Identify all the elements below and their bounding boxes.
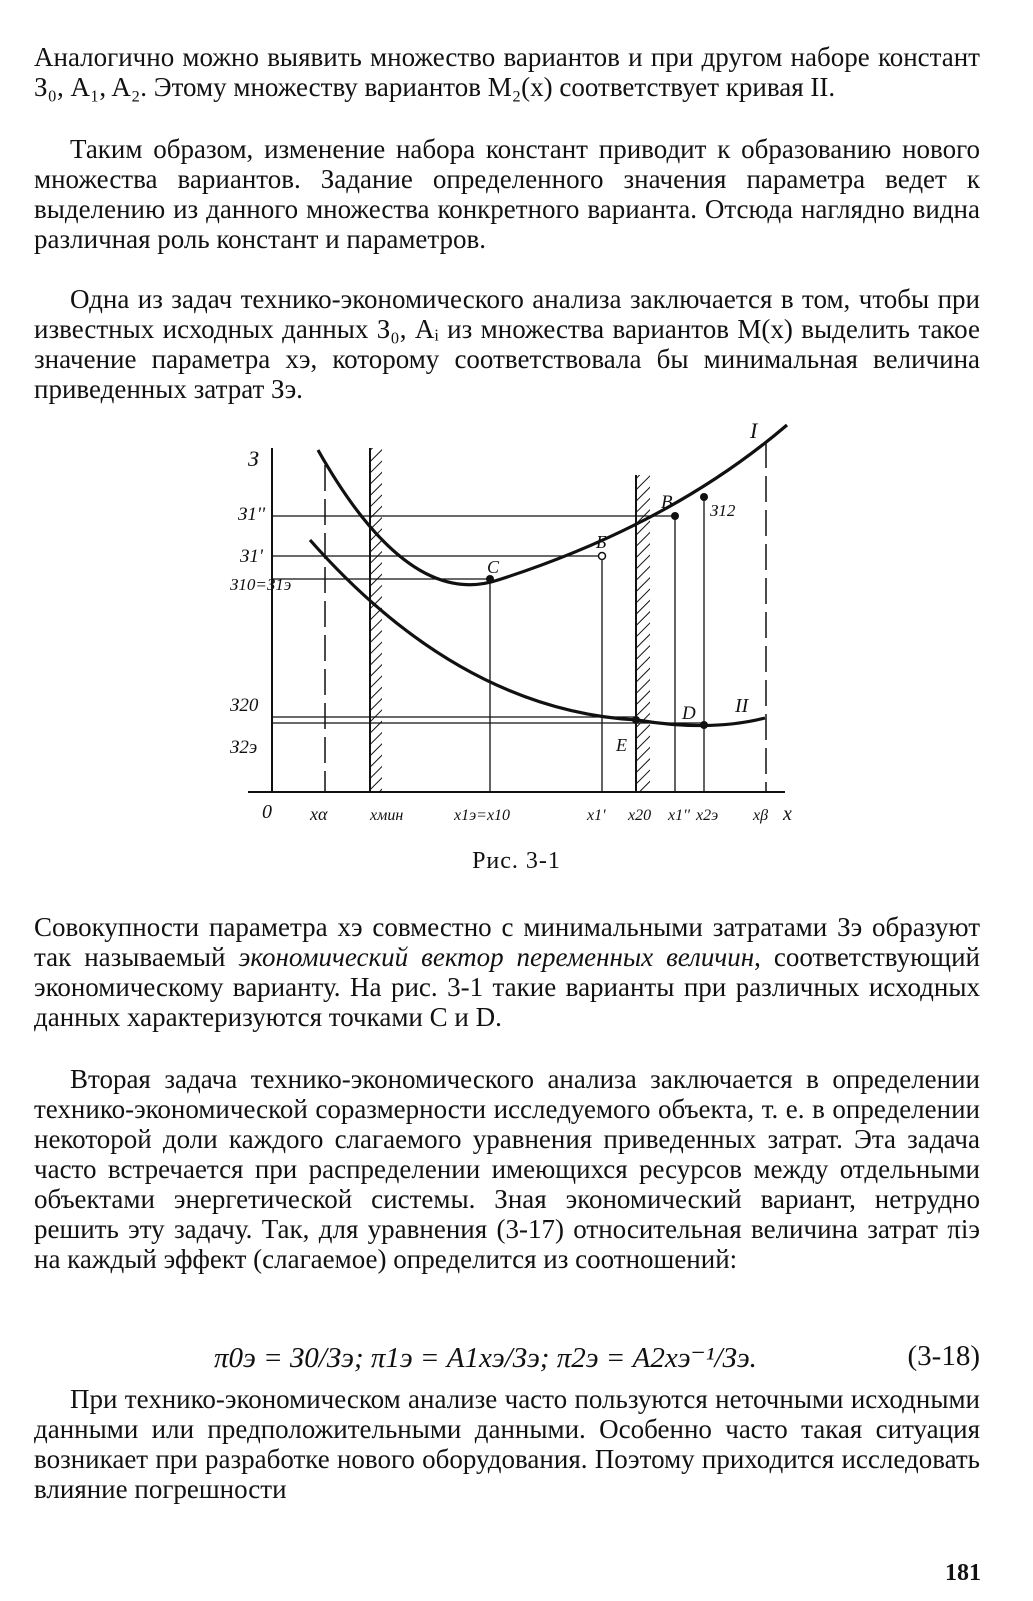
y-tick-label: З2э [230, 737, 258, 758]
point-label-C: C [487, 557, 500, 577]
point-D [700, 721, 708, 729]
paragraph-4-emphasis: экономический вектор переменных величин [238, 942, 755, 972]
paragraph-4-part-a: Совокупности параметра xэ совместно с минимальными затратами Зэ образуют так называемый [34, 912, 980, 972]
x-tick-label: x20 [628, 807, 652, 824]
y-tick-label: З20 [230, 695, 259, 716]
formula-3-18 [34, 1340, 980, 1376]
x-tick-label: xβ [753, 807, 769, 824]
y-tick-label: З1'' [238, 504, 266, 525]
x-tick-label: xα [310, 804, 328, 824]
point-label-B-cyr: Б [596, 532, 607, 552]
paragraph-6: При технико-экономическом анализе часто пользуются неточными исходными данными или предположительными данными. Особенно часто такая ситуация возникает при разработке нового оборудования. Поэтому приходится исследовать влияние погрешности [34, 1384, 980, 1504]
x-axis-label: x [783, 803, 792, 825]
paragraph-4-part-b: , соответствующий экономическому варианту. На рис. 3-1 такие варианты при различных исходных данных характеризуются точками C и D. [34, 942, 980, 1032]
point-B-cyr [599, 553, 606, 560]
paragraph-2: Таким образом, изменение набора констант приводит к образованию нового множества вариантов. Задание определенного значения параметра ведет к выделению из данного множества конкретного варианта. Отсюда наглядно видна различная роль констант и параметров. [34, 134, 980, 254]
curve-label-II: II [735, 695, 749, 717]
y-axis-label: З [248, 446, 259, 471]
page-number: 181 [945, 1560, 981, 1586]
x-tick-label: x1'' [668, 807, 690, 824]
x-tick-label: x1э=x10 [454, 807, 511, 824]
point-label-V: В [661, 492, 673, 513]
y-tick-label: З1' [240, 546, 263, 567]
x-tick-label: x1' [587, 807, 606, 824]
x-tick-label: xмин [370, 807, 404, 824]
paragraph-1: Аналогично можно выявить множество вариантов и при другом наборе констант З₀, A₁, A₂. Этому множеству вариантов M₂(x) соответствует кривая II. [34, 42, 980, 102]
point-Z12 [700, 493, 708, 501]
figure-caption: Рис. 3-1 [472, 848, 561, 874]
point-V [671, 512, 679, 520]
formula-text: π0э = З0/Зэ; π1э = A1xэ/Зэ; π2э = A2xэ⁻¹/Зэ. [214, 1342, 757, 1374]
origin-label: 0 [262, 801, 272, 823]
paragraph-3: Одна из задач технико-экономического анализа заключается в том, чтобы при известных исходных данных З₀, Aᵢ из множества вариантов M(x) выделить такое значение параметра xэ, которому соответствовала бы минимальная величина приведенных затрат Зэ. [34, 284, 980, 404]
paragraph-4 [34, 912, 980, 1032]
y-tick-label: З10=З1э [230, 575, 292, 594]
point-E [632, 716, 640, 724]
formula-number: (3-18) [907, 1340, 980, 1372]
cost-curves-diagram [230, 420, 810, 830]
curve-label-I: I [750, 420, 758, 443]
point-label-E: E [616, 735, 627, 755]
figure-3-1 [230, 420, 810, 830]
point-label-D: D [682, 703, 696, 724]
paragraph-5: Вторая задача технико-экономического анализа заключается в определении технико-экономической соразмерности исследуемого объекта, т. е. в определении некоторой доли каждого слагаемого уравнения приведенных затрат. Эта задача часто встречается при распределении имеющихся ресурсов между отдельными объектами энергетической системы. Зная экономический вариант, нетрудно решить эту задачу. Так, для уравнения (3-17) относительная величина затрат πiэ на каждый эффект (слагаемое) определится из соотношений: [34, 1064, 980, 1274]
point-label-Z12: З12 [710, 501, 736, 520]
x-tick-label: x2э [696, 807, 719, 824]
hatched-band-xmin [370, 448, 382, 792]
